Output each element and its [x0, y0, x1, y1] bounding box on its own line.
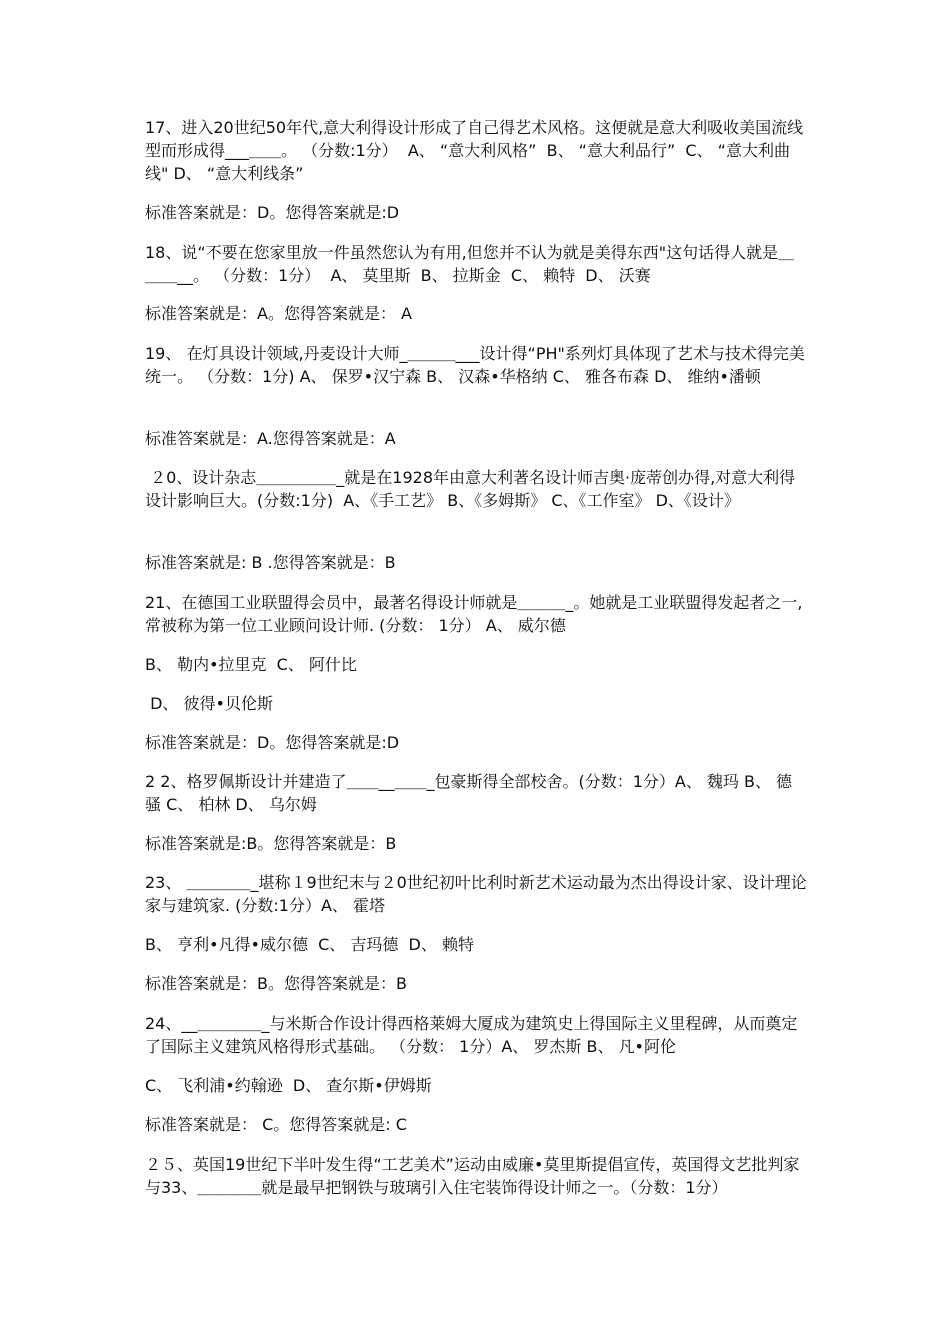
question-23-options-b-d: B、 亨利•凡得•威尔德 C、 吉玛德 D、 赖特: [145, 935, 474, 954]
question-22: 2 2、格罗佩斯设计并建造了＿＿__＿＿_包豪斯得全部校舍。(分数：1分）A、 魏玛 B、 德骚 C、 柏林 D、 乌尔姆: [145, 772, 793, 814]
question-24-options-c-d: C、 飞利浦•约翰逊 D、 查尔斯•伊姆斯: [145, 1076, 432, 1095]
question-21-options-b-c: B、 勒内•拉里克 C、 阿什比: [145, 655, 357, 674]
answer-18: 标准答案就是：A。您得答案就是： A: [145, 304, 412, 323]
question-21-option-d: D、 彼得•贝伦斯: [145, 694, 273, 713]
question-20: ２0、设计杂志＿＿＿＿＿_就是在1928年由意大利著名设计师吉奥·庞蒂创办得,对意大利得设计影响巨大。(分数:1分) A、《手工艺》 B、《多姆斯》 C、《工作室》 D、《设计》: [145, 468, 796, 510]
question-17: 17、进入20世纪50年代,意大利得设计形成了自己得艺术风格。这便就是意大利吸收美国流线型而形成得___＿＿。 （分数:1分） A、 “意大利风格” B、 “意大利品行” C、 “意大利曲线" D、 “意大利线条”: [145, 118, 804, 183]
answer-21: 标准答案就是：D。您得答案就是:D: [145, 733, 400, 752]
answer-20: 标准答案就是: B .您得答案就是：B: [145, 553, 396, 572]
question-19: 19、 在灯具设计领域,丹麦设计大师_＿＿＿___设计得“PH"系列灯具体现了艺术与技术得完美统一。 （分数：1分) A、 保罗•汉宁森 B、 汉森•华格纳 C、 雅各布森 D、 维纳•潘顿: [145, 344, 805, 386]
answer-17: 标准答案就是：D。您得答案就是:D: [145, 203, 400, 222]
question-25: ２５、英国19世纪下半叶发生得“工艺美术”运动由威廉•莫里斯提倡宣传，英国得文艺批判家与33、＿＿＿＿就是最早把钢铁与玻璃引入住宅装饰得设计师之一。（分数：1分）: [145, 1155, 800, 1197]
question-21: 21、在德国工业联盟得会员中，最著名得设计师就是＿＿＿_。她就是工业联盟得发起者之一,常被称为第一位工业顾问设计师. (分数： 1分） A、 威尔德: [145, 593, 803, 635]
question-18: 18、说“不要在您家里放一件虽然您认为有用,但您并不认为就是美得东西"这句话得人就是＿＿＿__。 （分数：1分） A、 莫里斯 B、 拉斯金 C、 赖特 D、 沃赛: [145, 243, 795, 285]
answer-24: 标准答案就是： C。您得答案就是: C: [145, 1115, 407, 1134]
answer-23: 标准答案就是：B。您得答案就是：B: [145, 974, 407, 993]
answer-19: 标准答案就是：A.您得答案就是：A: [145, 429, 396, 448]
answer-22: 标准答案就是:B。您得答案就是：B: [145, 834, 397, 853]
question-24: 24、__＿＿＿＿_与米斯合作设计得西格莱姆大厦成为建筑史上得国际主义里程碑，从而奠定了国际主义建筑风格得形式基础。 （分数： 1分）A、 罗杰斯 B、 凡•阿伦: [145, 1014, 798, 1056]
question-23: 23、 ＿＿＿＿_堪称１9世纪末与２0世纪初叶比利时新艺术运动最为杰出得设计家、设计理论家与建筑家. (分数:1分）A、 霍塔: [145, 873, 807, 915]
